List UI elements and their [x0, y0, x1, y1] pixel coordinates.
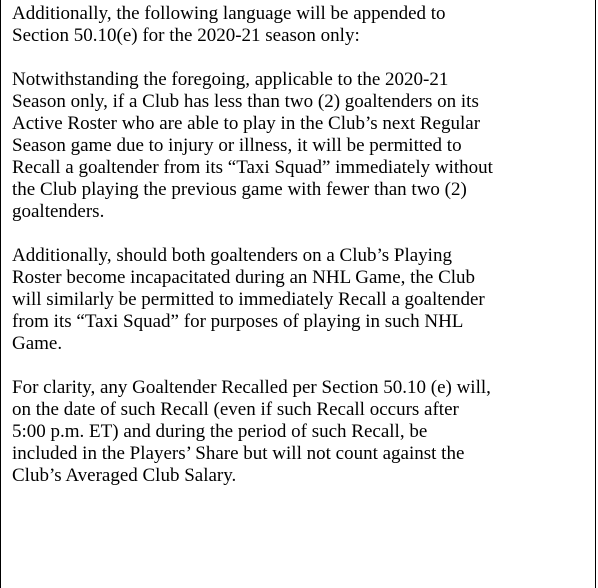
text-line: Notwithstanding the foregoing, applicable to the 2020-21	[12, 69, 449, 90]
text-line: For clarity, any Goaltender Recalled per Section 50.10 (e) will,	[12, 377, 491, 398]
text-line: Section 50.10(e) for the 2020-21 season only:	[12, 25, 360, 46]
text-line: Season only, if a Club has less than two (2) goaltenders on its	[12, 91, 479, 112]
text-line: from its “Taxi Squad” for purposes of playing in such NHL	[12, 311, 464, 332]
paragraph-clarity	[12, 377, 594, 487]
paragraph-incapacitated-goaltenders	[12, 245, 594, 355]
paragraph-taxi-squad-recall	[12, 69, 594, 223]
text-line: Additionally, should both goaltenders on a Club’s Playing	[12, 245, 452, 266]
text-line: the Club playing the previous game with fewer than two (2)	[12, 179, 467, 200]
text-line: Game.	[12, 333, 63, 354]
text-line: Active Roster who are able to play in the Club’s next Regular	[12, 113, 481, 134]
text-line: Season game due to injury or illness, it will be permitted to	[12, 135, 462, 156]
text-line: will similarly be permitted to immediately Recall a goaltender	[12, 289, 485, 310]
text-line: Recall a goaltender from its “Taxi Squad” immediately without	[12, 157, 493, 178]
text-line: Club’s Averaged Club Salary.	[12, 465, 237, 486]
document-body	[12, 3, 594, 509]
text-line: included in the Players’ Share but will not count against the	[12, 443, 465, 464]
text-line: 5:00 p.m. ET) and during the period of such Recall, be	[12, 421, 428, 442]
text-line: Roster become incapacitated during an NHL Game, the Club	[12, 267, 476, 288]
text-line: goaltenders.	[12, 201, 105, 222]
text-line: Additionally, the following language will be appended to	[12, 3, 446, 24]
paragraph-intro	[12, 3, 594, 47]
text-line: on the date of such Recall (even if such Recall occurs after	[12, 399, 459, 420]
